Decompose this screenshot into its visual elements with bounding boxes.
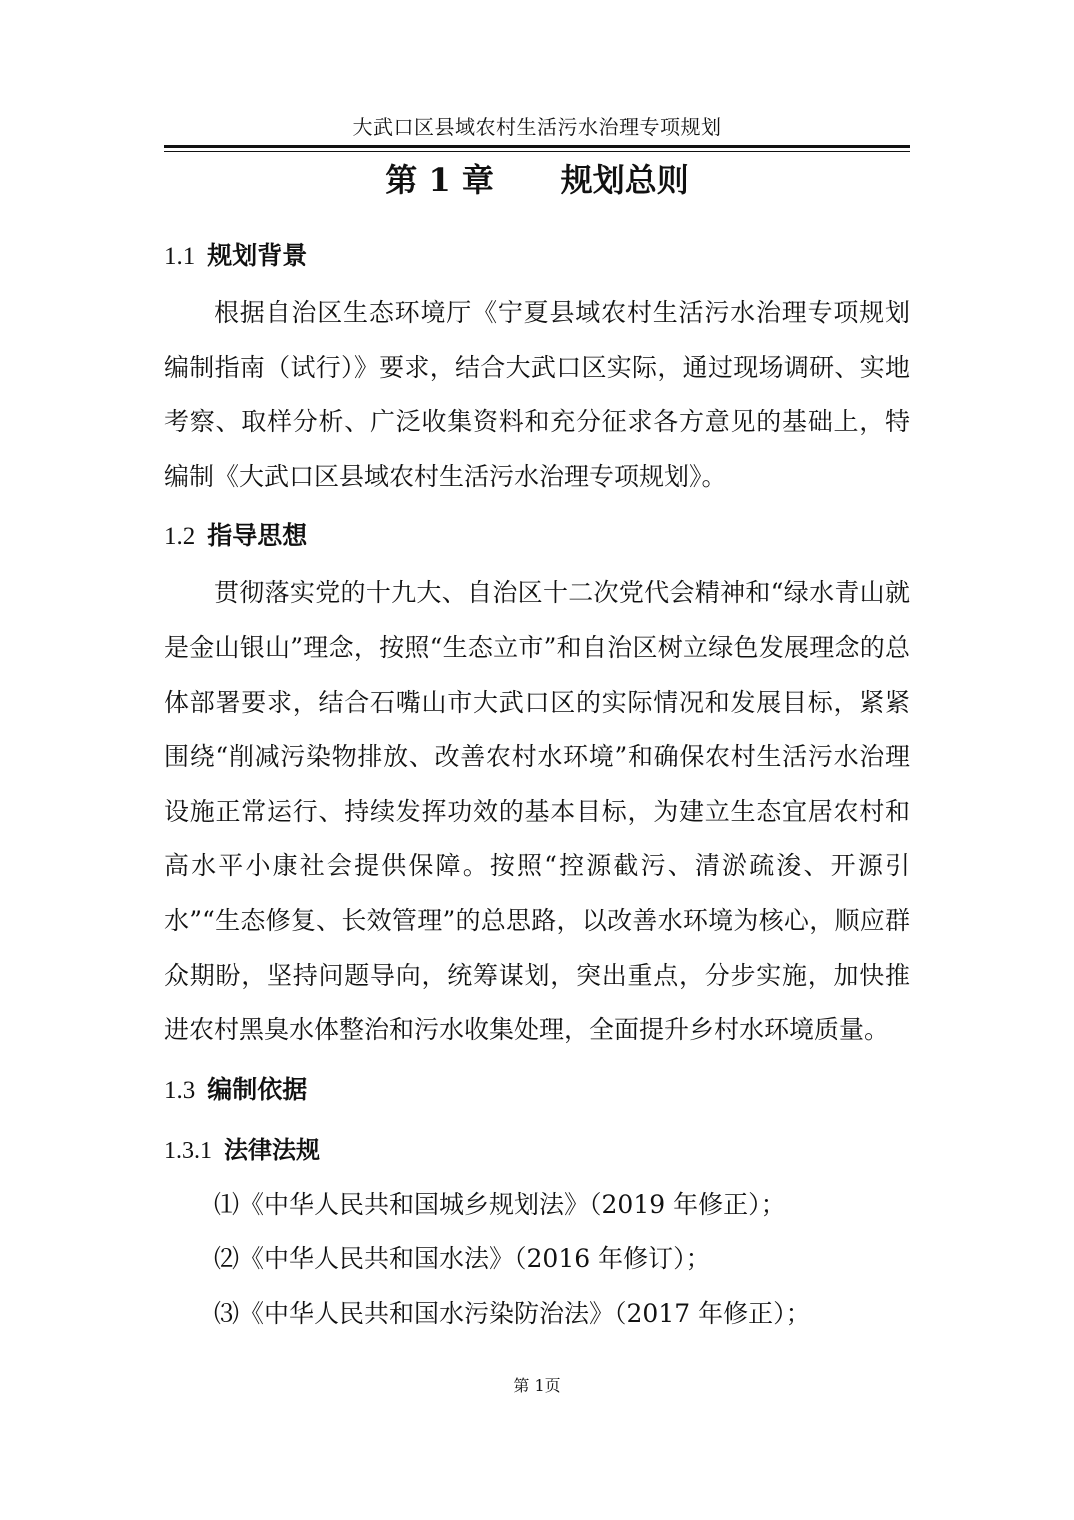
subsection-title: 法律法规	[224, 1134, 320, 1164]
law-list-item: ⑵《中华人民共和国水法》（2016 年修订）；	[214, 1244, 711, 1274]
page-number: 第 1页	[513, 1376, 561, 1395]
section-heading-basis	[164, 1060, 910, 1120]
subsection-heading-laws	[164, 1122, 910, 1178]
header-rule-thick	[164, 145, 910, 148]
guiding-paragraph: 贯彻落实党的十九大、自治区十二次党代会精神和“绿水青山就是金山银山”理念，按照“生态立市”和自治区树立绿色发展理念的总体部署要求，结合石嘴山市大武口区的实际情况和发展目标，紧紧围绕“削减污染物排放、改善农村水环境”和确保农村生活污水治理设施正常运行、持续发挥功效的基本目标，为建立生态宜居农村和高水平小康社会提供保障。按照“控源截污、清淤疏浚、开源引水”“生态修复、长效管理”的总思路，以改善水环境为核心，顺应群众期盼，坚持问题导向，统筹谋划，突出重点，分步实施，加快推进农村黑臭水体整治和污水收集处理，全面提升乡村水环境质量。	[164, 578, 910, 1045]
section-heading-background	[164, 226, 910, 286]
section-heading-guiding	[164, 506, 910, 566]
section-number: 1.1	[164, 243, 196, 270]
document-body	[164, 226, 910, 1342]
section-title: 指导思想	[207, 521, 308, 551]
section-title: 编制依据	[207, 1074, 308, 1104]
background-paragraph: 根据自治区生态环境厅《宁夏县域农村生活污水治理专项规划编制指南（试行）》要求，结合大武口区实际，通过现场调研、实地考察、取样分析、广泛收集资料和充分征求各方意见的基础上，特编制《大武口区县域农村生活污水治理专项规划》。	[164, 298, 910, 491]
header-rule-thin	[164, 151, 910, 152]
law-list-item: ⑴《中华人民共和国城乡规划法》（2019 年修正）；	[214, 1189, 786, 1219]
law-list-item: ⑶《中华人民共和国水污染防治法》（2017 年修正）；	[214, 1298, 811, 1328]
section-number: 1.2	[164, 523, 196, 551]
section-number: 1.3	[164, 1076, 196, 1104]
subsection-number: 1.3.1	[164, 1137, 212, 1164]
running-header: 大武口区县域农村生活污水治理专项规划	[352, 115, 722, 139]
section-title: 规划背景	[207, 241, 308, 270]
chapter-title: 第 1 章 规划总则	[385, 161, 689, 199]
